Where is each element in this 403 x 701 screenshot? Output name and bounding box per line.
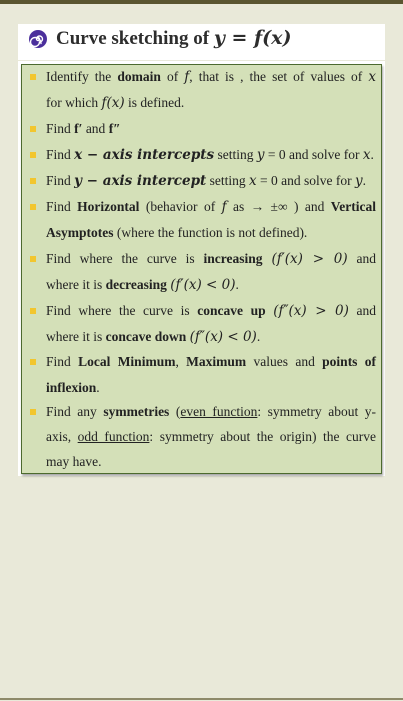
bullet [30, 152, 36, 158]
bullet [30, 204, 36, 210]
item-line: inflexion. [46, 380, 100, 395]
bottom-divider [0, 698, 403, 700]
list-panel [18, 61, 385, 476]
bullet [30, 359, 36, 365]
item-line: axis, odd function: symmetry about the origin) the curve [46, 429, 376, 444]
item-line: Identify the domain of f, that is , the set of values of x [46, 69, 376, 85]
item-line: Find Horizontal (behavior of f as → ±∞ ) and Vertical [46, 199, 376, 215]
bullet [30, 74, 36, 80]
bullet [30, 308, 36, 314]
bullet [30, 126, 36, 132]
title-math: y = f(x) [213, 27, 292, 49]
item-line: Asymptotes (where the function is not defined). [46, 225, 308, 240]
item-line: where it is decreasing (f′(x) < 0). [46, 277, 239, 293]
bullet [30, 178, 36, 184]
bullet [30, 409, 36, 415]
item-line: Find x − axis intercepts setting y = 0 and solve for x. [46, 147, 374, 163]
item-line: Find any symmetries (even function: symmetry about y- [46, 404, 376, 419]
item-line: Find where the curve is increasing (f′(x) > 0) and [46, 251, 377, 267]
steps-box [21, 64, 382, 474]
page-title [56, 27, 291, 50]
bullet [30, 256, 36, 262]
item-line: may have. [46, 454, 102, 469]
item-line: for which f(x) is defined. [46, 95, 185, 111]
item-line: Find f′ and f″ [46, 121, 121, 136]
item-line: Find Local Minimum, Maximum values and points of [46, 354, 377, 369]
item-line: Find where the curve is concave up (f″(x) > 0) and [46, 303, 376, 319]
item-line: Find y − axis intercept setting x = 0 and solve for y. [46, 173, 367, 189]
title-text: Curve sketching of [56, 28, 214, 49]
item-line: where it is concave down (f″(x) < 0). [46, 329, 261, 345]
swirl-icon [28, 29, 48, 49]
top-bar [0, 0, 403, 4]
title-panel [18, 24, 385, 60]
